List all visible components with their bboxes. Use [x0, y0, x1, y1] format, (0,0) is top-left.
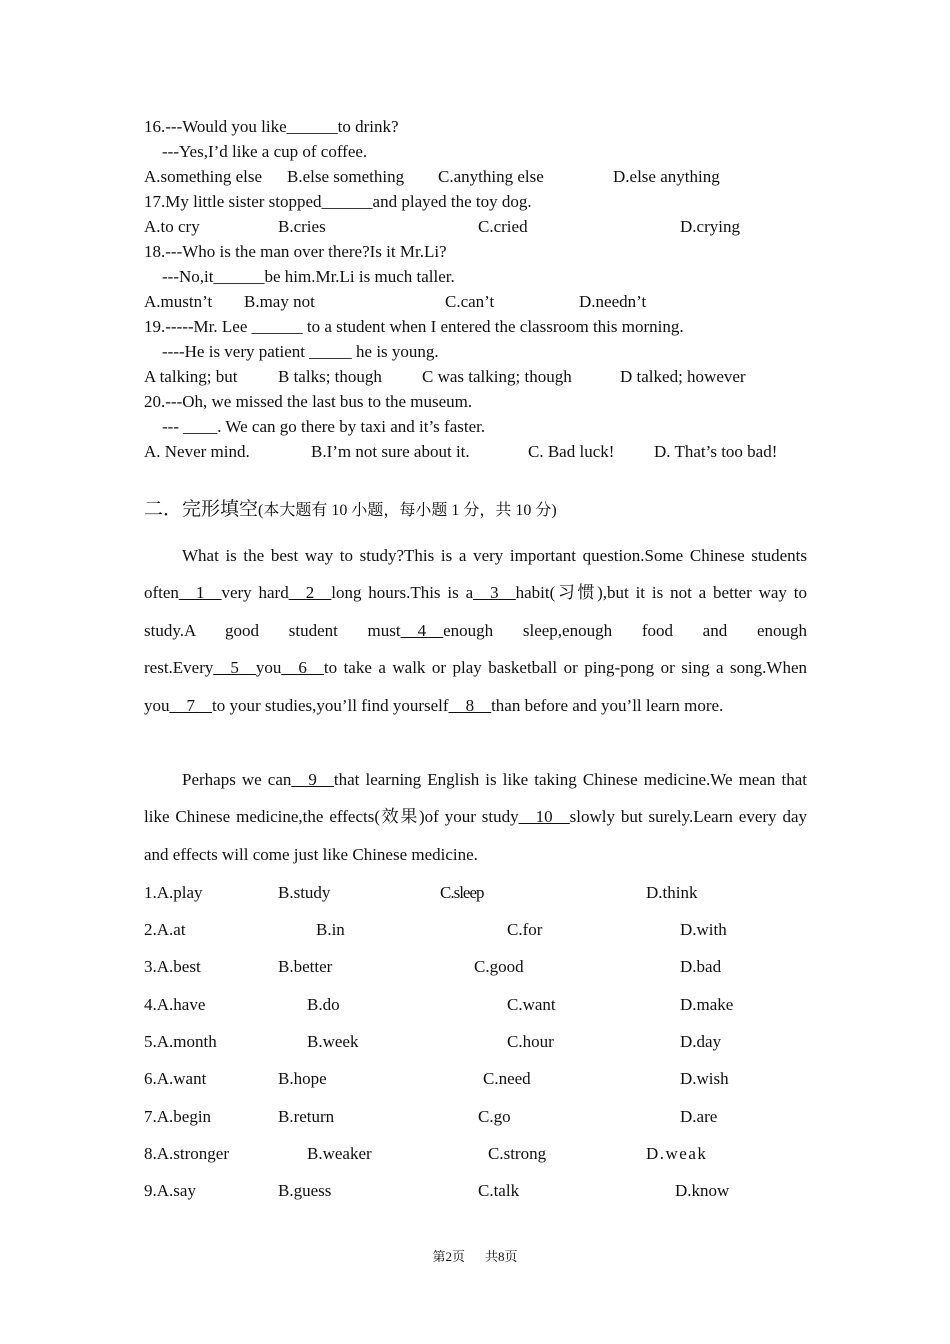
blank-1: __1__	[178, 583, 222, 603]
question-19-stem: 19.-----Mr. Lee ______ to a student when I entered the classroom this morning.	[144, 317, 684, 336]
cloze-9-option-c: C.talk	[478, 1181, 520, 1200]
blank-3: __3__	[473, 583, 516, 603]
passage-paragraph-2	[144, 761, 807, 873]
blank-10: __10__	[518, 807, 570, 827]
cloze-2-option-d: D.with	[680, 920, 727, 939]
cloze-3-option-b: B.better	[278, 957, 333, 976]
cloze-2-option-a: 2.A.at	[144, 920, 186, 939]
passage-text: long hours.This is a	[331, 583, 474, 603]
cloze-8-option-a: 8.A.stronger	[144, 1144, 229, 1163]
cloze-6-option-c: C.need	[483, 1069, 531, 1088]
question-18-option-c: C.can’t	[445, 292, 495, 311]
question-18-stem: 18.---Who is the man over there?Is it Mr.Li?	[144, 242, 447, 261]
passage-text: than before and you’ll learn more.	[491, 695, 724, 715]
question-19-option-d: D talked; however	[620, 367, 746, 386]
question-17-stem: 17.My little sister stopped______and played the toy dog.	[144, 192, 532, 211]
question-17-option-d: D.crying	[680, 217, 740, 236]
blank-6: __6__	[281, 658, 324, 678]
page-total: 共8页	[485, 1249, 518, 1264]
section-note: (本大题有 10 小题，每小题 1 分，共 10 分)	[258, 502, 557, 519]
cloze-9-option-a: 9.A.say	[144, 1181, 196, 1200]
cloze-8-option-d: D.weak	[646, 1144, 708, 1163]
cloze-4-option-d: D.make	[680, 995, 734, 1014]
passage-text: Perhaps we can	[182, 770, 292, 789]
question-20-option-b: B.I’m not sure about it.	[311, 442, 470, 461]
question-16-option-c: C.anything else	[438, 167, 544, 186]
question-16-option-d: D.else anything	[613, 167, 720, 186]
cloze-7-option-a: 7.A.begin	[144, 1107, 212, 1126]
cloze-7-option-d: D.are	[680, 1107, 718, 1126]
question-20-reply: --- ____. We can go there by taxi and it’s faster.	[162, 417, 486, 436]
question-16-stem: 16.---Would you like______to drink?	[144, 117, 399, 136]
passage-text: that learning English is like taking Chinese medicine.We mean that like Chinese medicine,the effects(效果)of your study	[144, 770, 807, 827]
question-16-option-a: A.something else	[144, 167, 263, 186]
section-title: 二．完形填空	[144, 499, 259, 520]
question-16-reply: ---Yes,I’d like a cup of coffee.	[162, 142, 368, 161]
cloze-5-option-d: D.day	[680, 1032, 722, 1051]
question-16-option-b: B.else something	[287, 167, 405, 186]
cloze-3-option-c: C.good	[474, 957, 524, 976]
cloze-6-option-a: 6.A.want	[144, 1069, 207, 1088]
question-20-option-c: C. Bad luck!	[528, 442, 615, 461]
cloze-1-option-b: B.study	[278, 883, 331, 902]
question-17-option-b: B.cries	[278, 217, 326, 236]
passage-text: habit(习惯),but it is not a better way to study.A good student must	[144, 583, 808, 640]
blank-7: __7__	[169, 695, 212, 715]
blank-5: __5__	[213, 658, 256, 678]
passage-text: very hard	[221, 583, 289, 603]
question-17-option-a: A.to cry	[144, 217, 200, 236]
question-20-option-a: A. Never mind.	[144, 442, 250, 461]
cloze-1-option-c: C.sleep	[440, 883, 484, 902]
passage-text: to take a walk or play basketball or ping-pong or sing a song.When you	[144, 658, 807, 715]
cloze-5-option-a: 5.A.month	[144, 1032, 217, 1051]
passage-text: you	[255, 658, 282, 678]
cloze-6-option-d: D.wish	[680, 1069, 729, 1088]
question-19-option-a: A talking; but	[144, 367, 238, 386]
blank-4: __4__	[400, 620, 444, 640]
cloze-2-option-c: C.for	[507, 920, 543, 939]
cloze-1-option-a: 1.A.play	[144, 883, 203, 902]
passage-text: What is the best way to study?This is a very important question.Some Chinese students often	[144, 546, 807, 603]
question-18-option-a: A.mustn’t	[144, 292, 213, 311]
passage-text: slowly but surely.Learn every day and effects will come just like Chinese medicine.	[144, 807, 808, 864]
cloze-5-option-c: C.hour	[507, 1032, 554, 1051]
blank-2: __2__	[288, 583, 332, 603]
question-18-option-d: D.needn’t	[579, 292, 647, 311]
cloze-9-option-b: B.guess	[278, 1181, 332, 1200]
cloze-4-option-b: B.do	[307, 995, 340, 1014]
cloze-2-option-b: B.in	[316, 920, 345, 939]
cloze-1-option-d: D.think	[646, 883, 698, 902]
cloze-5-option-b: B.week	[307, 1032, 359, 1051]
passage-text: enough sleep,enough food and enough rest.Every	[144, 620, 807, 678]
question-19-option-c: C was talking; though	[422, 367, 572, 386]
page-number: 第2页	[432, 1249, 465, 1264]
blank-8: __8__	[448, 695, 492, 715]
cloze-6-option-b: B.hope	[278, 1069, 327, 1088]
cloze-7-option-c: C.go	[478, 1107, 511, 1126]
page-footer	[0, 1248, 950, 1266]
blank-9: __9__	[291, 770, 334, 789]
cloze-3-option-a: 3.A.best	[144, 957, 201, 976]
cloze-4-option-c: C.want	[507, 995, 556, 1014]
passage-text: to your studies,you’ll find yourself	[212, 695, 449, 715]
question-19-option-b: B talks; though	[278, 367, 382, 386]
question-20-option-d: D. That’s too bad!	[654, 442, 778, 461]
cloze-4-option-a: 4.A.have	[144, 995, 206, 1014]
cloze-7-option-b: B.return	[278, 1107, 335, 1126]
question-18-option-b: B.may not	[244, 292, 315, 311]
cloze-9-option-d: D.know	[675, 1181, 730, 1200]
question-19-reply: ----He is very patient _____ he is young.	[162, 342, 439, 361]
section-heading	[144, 497, 557, 524]
cloze-3-option-d: D.bad	[680, 957, 722, 976]
cloze-8-option-c: C.strong	[488, 1144, 547, 1163]
question-17-option-c: C.cried	[478, 217, 528, 236]
question-20-stem: 20.---Oh, we missed the last bus to the museum.	[144, 392, 473, 411]
question-18-reply: ---No,it______be him.Mr.Li is much taller.	[162, 267, 455, 286]
passage-paragraph-1	[144, 537, 807, 724]
cloze-8-option-b: B.weaker	[307, 1144, 372, 1163]
